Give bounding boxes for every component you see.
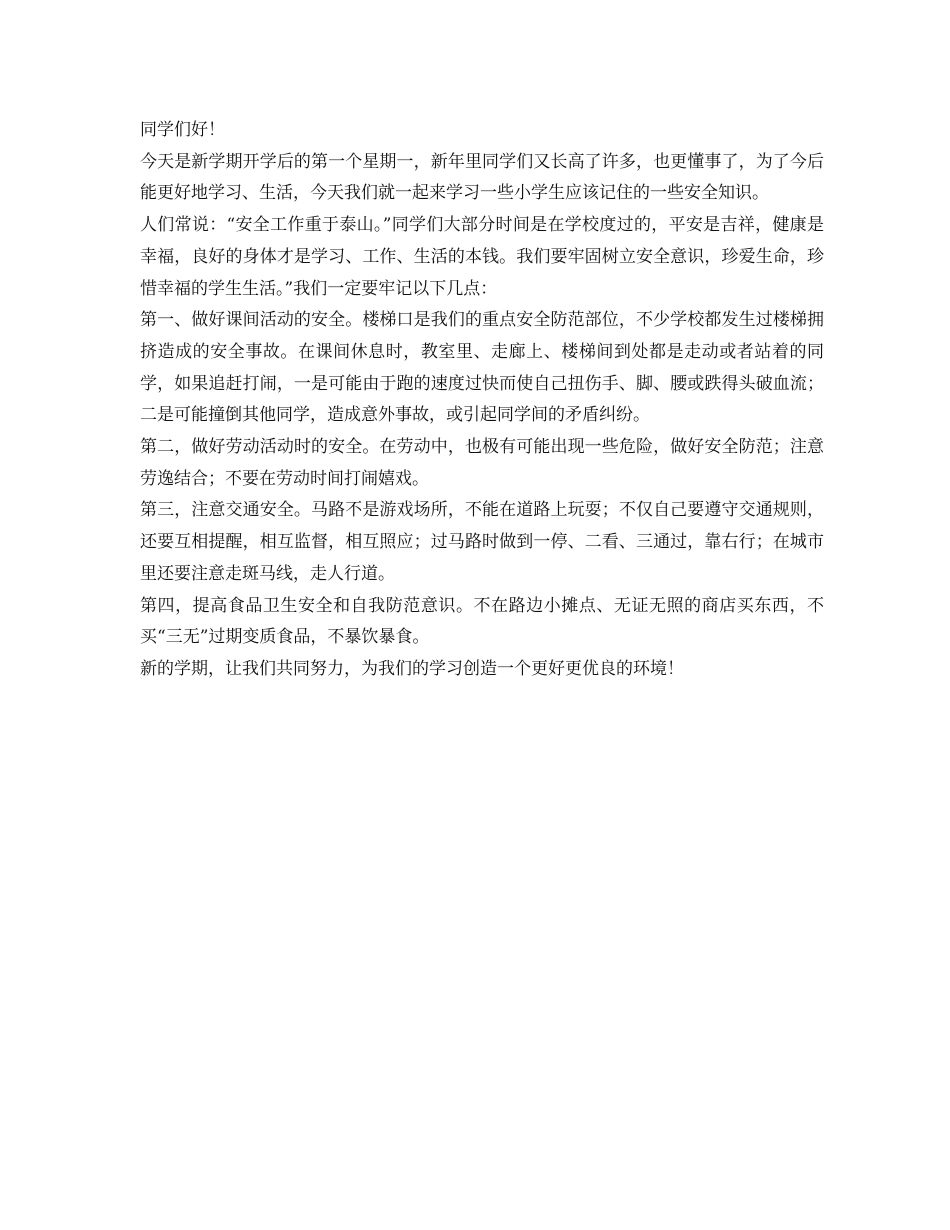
document-body bbox=[140, 115, 824, 686]
intro-paragraph: 今天是新学期开学后的第一个星期一，新年里同学们又长高了许多，也更懂事了，为了今后能更好地学习、生活，今天我们就一起来学习一些小学生应该记住的一些安全知识。 bbox=[140, 151, 824, 204]
point-four-paragraph: 第四，提高食品卫生安全和自我防范意识。不在路边小摊点、无证无照的商店买东西，不买“三无”过期变质食品，不暴饮暴食。 bbox=[140, 595, 824, 648]
point-one-paragraph: 第一、做好课间活动的安全。楼梯口是我们的重点安全防范部位，不少学校都发生过楼梯拥挤造成的安全事故。在课间休息时，教室里、走廊上、楼梯间到处都是走动或者站着的同学，如果追赶打闹，一是可能由于跑的速度过快而使自己扭伤手、脚、腰或跌得头破血流；二是可能撞倒其他同学，造成意外事故，或引起同学间的矛盾纠纷。 bbox=[140, 310, 824, 426]
safety-importance-paragraph: 人们常说：“安全工作重于泰山。”同学们大部分时间是在学校度过的，平安是吉祥，健康是幸福，良好的身体才是学习、工作、生活的本钱。我们要牢固树立安全意识，珍爱生命，珍惜幸福的学生生活。”我们一定要牢记以下几点： bbox=[140, 215, 824, 299]
point-three-paragraph: 第三，注意交通安全。马路不是游戏场所，不能在道路上玩耍；不仅自己要遵守交通规则，还要互相提醒，相互监督，相互照应；过马路时做到一停、二看、三通过，靠右行；在城市里还要注意走斑马线，走人行道。 bbox=[140, 500, 824, 584]
point-two-paragraph: 第二，做好劳动活动时的安全。在劳动中，也极有可能出现一些危险，做好安全防范；注意劳逸结合；不要在劳动时间打闹嬉戏。 bbox=[140, 437, 824, 489]
greeting-paragraph: 同学们好！ bbox=[140, 120, 225, 140]
closing-paragraph: 新的学期，让我们共同努力，为我们的学习创造一个更好更优良的环境！ bbox=[140, 658, 684, 679]
